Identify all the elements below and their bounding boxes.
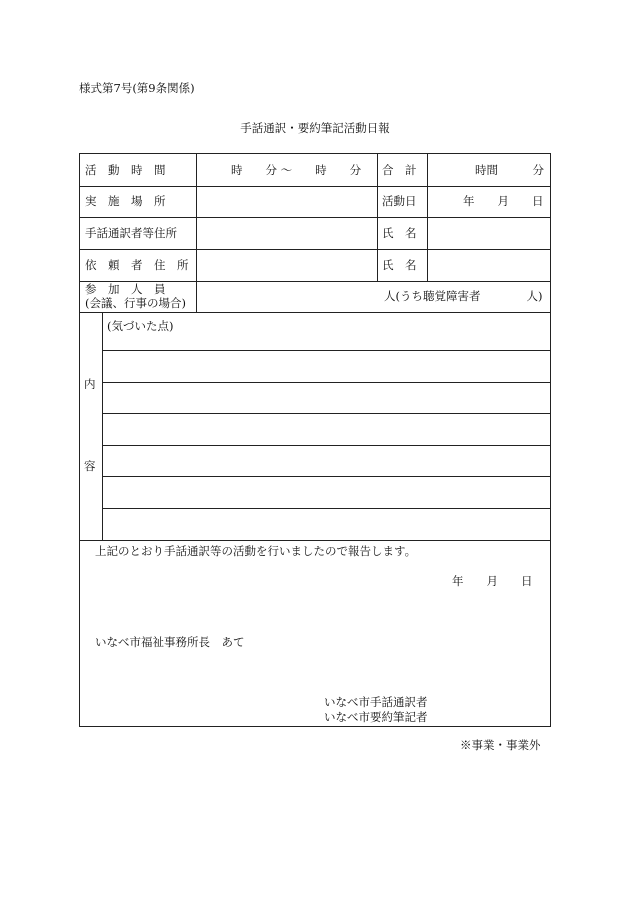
total-value: 時間 分 bbox=[475, 163, 544, 177]
row-divider bbox=[80, 217, 550, 218]
interpreter-name-label: 氏 名 bbox=[382, 226, 417, 240]
content-divider bbox=[102, 445, 550, 446]
interpreter-address-label: 手話通訳者等住所 bbox=[85, 226, 177, 240]
content-divider bbox=[102, 508, 550, 509]
content-divider bbox=[102, 413, 550, 414]
participants-value: 人(うち聴覚障害者 人) bbox=[384, 289, 543, 303]
report-statement: 上記のとおり手話通訳等の活動を行いましたので報告します。 bbox=[95, 544, 417, 558]
signer-summarizer: いなべ市要約筆記者 bbox=[324, 710, 428, 724]
signer-interpreter: いなべ市手話通訳者 bbox=[324, 695, 428, 709]
row-divider bbox=[80, 249, 550, 250]
content-divider bbox=[102, 476, 550, 477]
addressee: いなべ市福祉事務所長 あて bbox=[95, 635, 245, 649]
notes-heading: (気づいた点) bbox=[107, 319, 174, 333]
report-date: 年 月 日 bbox=[452, 574, 533, 588]
total-label: 合 計 bbox=[382, 163, 417, 177]
row-divider bbox=[80, 186, 550, 187]
activity-date-value: 年 月 日 bbox=[463, 194, 544, 208]
activity-time-label: 活 動 時 間 bbox=[85, 163, 166, 177]
requester-address-label: 依 頼 者 住 所 bbox=[85, 258, 189, 272]
column-divider bbox=[427, 154, 428, 281]
requester-name-label: 氏 名 bbox=[382, 258, 417, 272]
participants-sublabel: (会議、行事の場合) bbox=[85, 296, 186, 310]
footer-note: ※事業・事業外 bbox=[460, 738, 541, 752]
document-title: 手話通訳・要約筆記活動日報 bbox=[240, 121, 390, 135]
time-range: 時 分 ～ 時 分 bbox=[231, 163, 362, 177]
column-divider bbox=[196, 154, 197, 312]
content-divider bbox=[102, 382, 550, 383]
content-divider bbox=[102, 350, 550, 351]
venue-label: 実 施 場 所 bbox=[85, 194, 166, 208]
report-form bbox=[79, 153, 551, 727]
activity-date-label: 活動日 bbox=[382, 194, 417, 208]
participants-label: 参 加 人 員 bbox=[85, 282, 166, 296]
row-divider bbox=[80, 540, 550, 541]
content-label-bottom: 容 bbox=[84, 459, 96, 473]
row-divider bbox=[80, 312, 550, 313]
form-number: 様式第7号(第9条関係) bbox=[79, 81, 195, 95]
column-divider bbox=[102, 312, 103, 540]
column-divider bbox=[377, 154, 378, 281]
content-label-top: 内 bbox=[84, 377, 96, 391]
